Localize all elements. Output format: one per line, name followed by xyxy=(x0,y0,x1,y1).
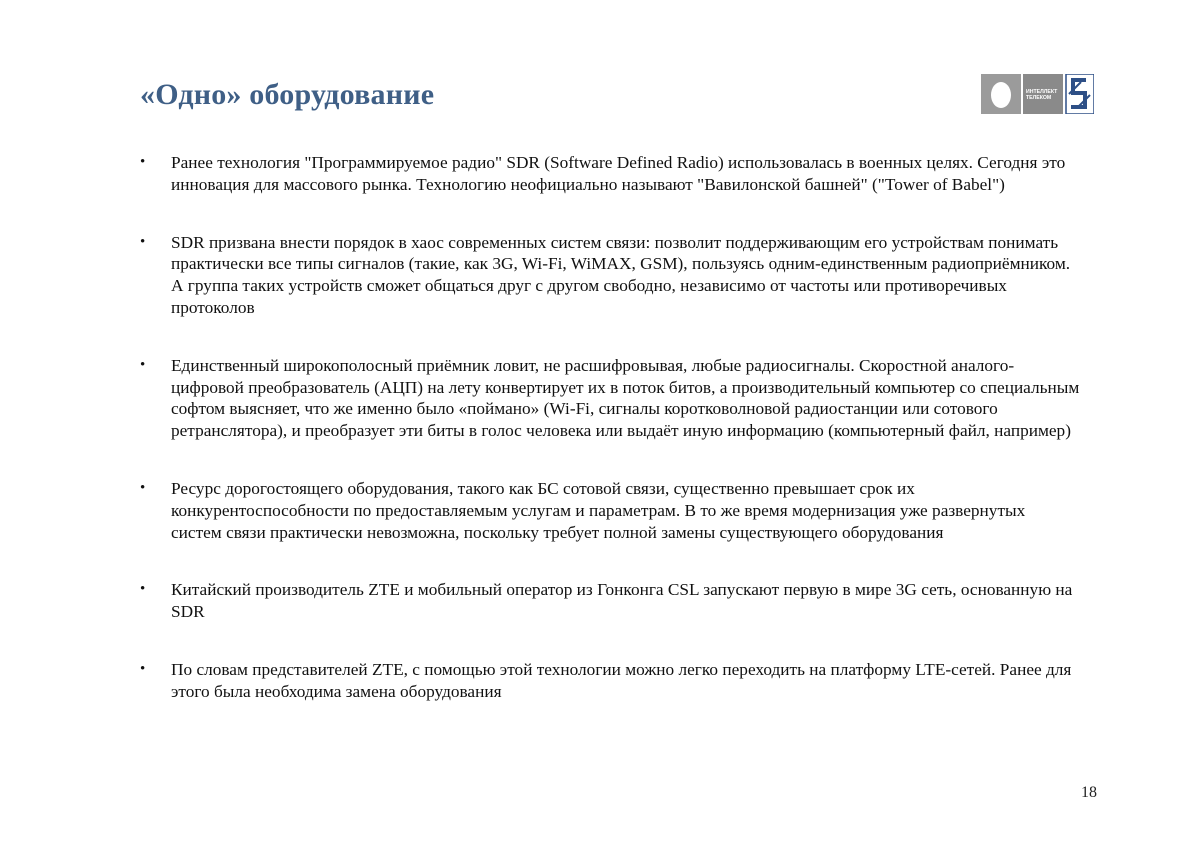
bullet-dot-icon: • xyxy=(140,660,146,677)
bullet-item xyxy=(140,152,1080,196)
logo-text-line1: ИНТЕЛЛЕКТ xyxy=(1026,89,1058,95)
bullet-dot-icon: • xyxy=(140,356,146,373)
bullet-text: Китайский производитель ZTE и мобильный оператор из Гонконга CSL запускают первую в мире 3G сеть, основанную на SDR xyxy=(171,580,1073,622)
bullet-item xyxy=(140,579,1080,623)
bullet-item xyxy=(140,478,1080,543)
logo-egg-icon xyxy=(991,82,1011,108)
page-number: 18 xyxy=(1081,784,1097,801)
bullet-item xyxy=(140,232,1080,319)
bullet-dot-icon: • xyxy=(140,154,146,170)
bullet-text: По словам представителей ZTE, с помощью этой технологии можно легко переходить на платформу LTE-сетей. Ранее для этого была необходима замена оборудования xyxy=(171,659,1072,701)
bullet-text: Единственный широкополосный приёмник ловит, не расшифровывая, любые радиосигналы. Скоростной аналого-цифровой преобразователь (АЦП) на лету конвертирует их в поток битов, а производительный компьютер со специальным софтом выясняет, что же именно было «поймано» (Wi-Fi, сигналы коротковолновой радиостанции или сотового ретранслятора), и преобразует эти биты в голос человека или выдаёт иную информацию (компьютерный файл, например) xyxy=(171,355,1080,441)
bullet-text: SDR призвана внести порядок в хаос современных систем связи: позволит поддерживающим его устройствам понимать практически все типы сигналов (такие, как 3G, Wi-Fi, WiMAX, GSM), пользуясь одним-единственным радиоприёмником. А группа таких устройств сможет общаться друг с другом свободно, независимо от частоты или противоречивых протоколов xyxy=(171,232,1071,317)
bullet-dot-icon: • xyxy=(140,479,146,496)
bullet-item xyxy=(140,659,1080,703)
bullet-dot-icon: • xyxy=(140,581,146,598)
logo-graphic xyxy=(981,74,1094,114)
bullet-dot-icon: • xyxy=(140,233,146,250)
bullet-list xyxy=(140,152,1080,703)
bullet-item xyxy=(140,355,1080,442)
logo-text-line2: ТЕЛЕКОМ xyxy=(1026,95,1052,101)
company-logo xyxy=(981,74,1094,114)
bullet-text: Ресурс дорогостоящего оборудования, такого как БС сотовой связи, существенно превышает срок их конкурентоспособности по предоставляемым услугам и параметрам. В то же время модернизация уже развернутых систем связи практически невозможна, поскольку требует полной замены существующего оборудования xyxy=(171,478,1026,542)
bullet-text: Ранее технология "Программируемое радио" SDR (Software Defined Radio) использовалась в военных целях. Сегодня это инновация для массового рынка. Технологию неофициально называют "Вавилонской башней" ("Tower of Babel") xyxy=(171,153,1066,194)
slide-title: «Одно» оборудование xyxy=(140,78,435,111)
